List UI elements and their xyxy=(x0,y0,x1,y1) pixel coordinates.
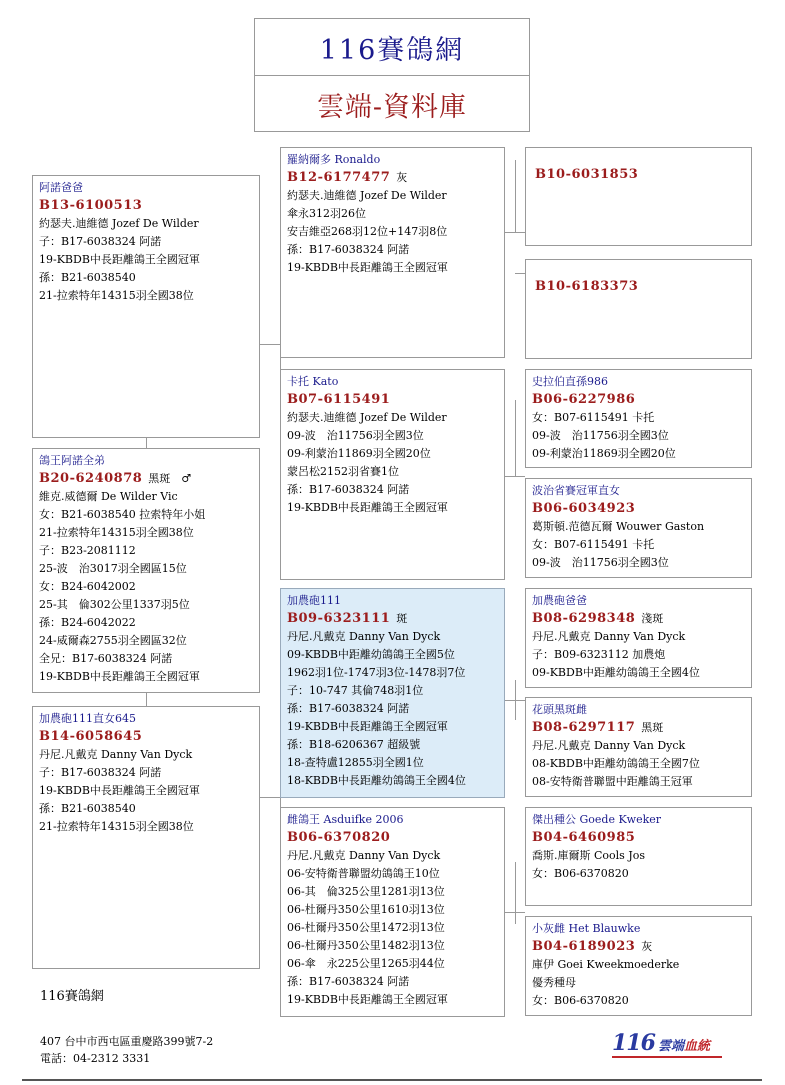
detail-line: 09-波 治11756羽全國3位 xyxy=(532,556,669,569)
connector xyxy=(260,344,280,345)
detail-line: 19-KBDB中長距離鴿王全國冠軍 xyxy=(287,720,448,733)
pedigree-card-grandsire-ronaldo[interactable] xyxy=(280,147,505,358)
ring-number: B06-6034923 xyxy=(532,501,636,516)
detail-line: 孫：B17-6038324 阿諾 xyxy=(287,702,410,715)
ring-number: B04-6460985 xyxy=(532,830,636,845)
detail-line: 安吉維亞268羽12位+147羽8位 xyxy=(287,225,448,238)
detail-line: 葛斯頓.范德瓦爾 Wouwer Gaston xyxy=(532,520,705,533)
connector xyxy=(505,232,525,233)
detail-line: 傘永312羽26位 xyxy=(287,207,366,220)
logo-underline xyxy=(612,1056,722,1058)
detail-line: 09-波 治11756羽全國3位 xyxy=(287,429,424,442)
pedigree-card-r7[interactable] xyxy=(525,807,752,906)
pedigree-card-granddam-kato[interactable] xyxy=(280,369,505,580)
detail-line: 約瑟夫.迪維德 Jozef De Wilder xyxy=(287,189,447,202)
detail-line: 09-KBDB中距離幼鴿鴿王全國5位 xyxy=(287,648,455,661)
pedigree-card-r5[interactable] xyxy=(525,588,752,688)
detail-line: 約瑟夫.迪維德 Jozef De Wilder xyxy=(39,217,199,230)
detail-line: 女：B21-6038540 拉索特年小姐 xyxy=(39,508,206,521)
connector xyxy=(515,160,516,232)
ring-number: B20-6240878 黑斑 ♂ xyxy=(39,471,192,486)
pigeon-name: 小灰雌 Het Blauwke xyxy=(532,922,641,935)
pigeon-color: 黑斑 xyxy=(641,721,664,734)
footer-site-name: 116賽鴿網 xyxy=(40,989,104,1004)
pedigree-card-r8[interactable] xyxy=(525,916,752,1016)
pedigree-card-dam[interactable] xyxy=(32,706,260,969)
detail-line: 女：B06-6370820 xyxy=(532,994,629,1007)
footer-address: 407 台中市西屯區重慶路399號7-2 xyxy=(40,1035,214,1048)
detail-line: 丹尼.凡戴克 Danny Van Dyck xyxy=(532,630,686,643)
detail-line: 子：B09-6323112 加農炮 xyxy=(532,648,666,661)
pigeon-name: 史拉伯直孫986 xyxy=(532,375,608,388)
ring-number: B12-6177477 灰 xyxy=(287,170,408,185)
detail-line: 子：B23-2081112 xyxy=(39,544,136,557)
detail-line: 丹尼.凡戴克 Danny Van Dyck xyxy=(287,630,441,643)
logo-text-b: 血統 xyxy=(683,1039,710,1054)
cloud-pedigree-logo xyxy=(612,1030,742,1058)
pigeon-name: 波治省賽冠軍直女 xyxy=(532,484,620,497)
detail-line: 丹尼.凡戴克 Danny Van Dyck xyxy=(287,849,441,862)
detail-line: 蒙呂松2152羽省賽1位 xyxy=(287,465,399,478)
detail-line: 06-杜爾丹350公里1472羽13位 xyxy=(287,921,445,934)
title-box xyxy=(254,18,530,132)
detail-line: 06-安特衛普聯盟幼鴿鴿王10位 xyxy=(287,867,440,880)
detail-line: 優秀種母 xyxy=(532,976,576,989)
pigeon-name: 卡托 Kato xyxy=(287,375,339,388)
detail-line: 丹尼.凡戴克 Danny Van Dyck xyxy=(39,748,193,761)
pigeon-name: 花頭黑斑雌 xyxy=(532,703,587,716)
pedigree-card-r3[interactable] xyxy=(525,369,752,468)
detail-line: 06-杜爾丹350公里1482羽13位 xyxy=(287,939,445,952)
detail-line: 06-其 倫325公里1281羽13位 xyxy=(287,885,445,898)
detail-line: 女：B07-6115491 卡托 xyxy=(532,538,655,551)
connector xyxy=(260,797,280,798)
pigeon-color: 黑斑 ♂ xyxy=(148,472,192,485)
detail-line: 孫：B21-6038540 xyxy=(39,802,136,815)
detail-line: 09-KBDB中距離幼鴿鴿王全國4位 xyxy=(532,666,700,679)
ring-number: B13-6100513 xyxy=(39,198,143,213)
detail-line: 19-KBDB中長距離鴿王全國冠軍 xyxy=(39,670,200,683)
detail-line: 女：B06-6370820 xyxy=(532,867,629,880)
ring-number: B08-6297117 黑斑 xyxy=(532,720,664,735)
connector xyxy=(505,476,525,477)
detail-line: 06-杜爾丹350公里1610羽13位 xyxy=(287,903,445,916)
detail-line: 06-傘 永225公里1265羽44位 xyxy=(287,957,445,970)
detail-line: 08-安特衛普聯盟中距離鴿王冠軍 xyxy=(532,775,693,788)
detail-line: 19-KBDB中長距離鴿王全國冠軍 xyxy=(287,261,448,274)
detail-line: 09-利蒙治11869羽全國20位 xyxy=(287,447,431,460)
detail-line: 21-拉索特年14315羽全國38位 xyxy=(39,820,194,833)
pedigree-card-r4[interactable] xyxy=(525,478,752,578)
pedigree-card-full-brother[interactable] xyxy=(32,448,260,693)
footer-phone: 電話：04-2312 3331 xyxy=(40,1052,151,1065)
pigeon-name: 傑出種公 Goede Kweker xyxy=(532,813,662,826)
detail-line: 19-KBDB中長距離鴿王全國冠軍 xyxy=(287,501,448,514)
detail-line: 孫：B17-6038324 阿諾 xyxy=(287,975,410,988)
pigeon-name: 阿諾爸爸 xyxy=(39,181,83,194)
detail-line: 25-波 治3017羽全國區15位 xyxy=(39,562,187,575)
ring-number: B04-6189023 灰 xyxy=(532,939,653,954)
logo-number: 116 xyxy=(612,1030,655,1056)
detail-line: 09-波 治11756羽全國3位 xyxy=(532,429,669,442)
connector xyxy=(515,862,516,924)
detail-line: 庫伊 Goei Kweekmoederke xyxy=(532,958,680,971)
detail-line: 19-KBDB中長距離鴿王全國冠軍 xyxy=(39,253,200,266)
detail-line: 子：B17-6038324 阿諾 xyxy=(39,766,162,779)
site-title: 116賽鴿網 xyxy=(255,19,529,76)
ring-number: B06-6370820 xyxy=(287,830,391,845)
pedigree-card-r2[interactable] xyxy=(525,259,752,359)
ring-number: B10-6031853 xyxy=(535,167,639,182)
detail-line: 08-KBDB中距離幼鴿鴿王全國7位 xyxy=(532,757,700,770)
pigeon-name: 加農砲111 xyxy=(287,594,341,607)
detail-line: 全兄：B17-6038324 阿諾 xyxy=(39,652,173,665)
pedigree-card-subject[interactable] xyxy=(280,588,505,798)
detail-line: 子：10-747 其倫748羽1位 xyxy=(287,684,424,697)
database-subtitle: 雲端-資料庫 xyxy=(316,92,468,123)
logo-text-a: 雲端 xyxy=(657,1039,684,1054)
connector xyxy=(515,400,516,476)
pigeon-color: 灰 xyxy=(641,940,653,953)
ring-number: B09-6323111 斑 xyxy=(287,611,408,626)
detail-line: 18-查特盧12855羽全國1位 xyxy=(287,756,424,769)
pigeon-name: 雌鴿王 Asduifke 2006 xyxy=(287,813,404,826)
pigeon-color: 灰 xyxy=(396,171,408,184)
pigeon-name: 羅納爾多 Ronaldo xyxy=(287,153,381,166)
pigeon-name: 加農砲爸爸 xyxy=(532,594,587,607)
detail-line: 21-拉索特年14315羽全國38位 xyxy=(39,526,194,539)
ring-number: B07-6115491 xyxy=(287,392,391,407)
pedigree-card-r6[interactable] xyxy=(525,697,752,797)
detail-line: 維克.威德爾 De Wilder Vic xyxy=(39,490,178,503)
connector xyxy=(146,693,147,706)
pigeon-name: 鴿王阿諾全弟 xyxy=(39,454,105,467)
pedigree-card-r1[interactable] xyxy=(525,147,752,246)
pedigree-card-sire[interactable] xyxy=(32,175,260,438)
detail-line: 24-威爾森2755羽全國區32位 xyxy=(39,634,187,647)
pigeon-color: 斑 xyxy=(396,612,408,625)
detail-line: 約瑟夫.迪維德 Jozef De Wilder xyxy=(287,411,447,424)
detail-line: 19-KBDB中長距離鴿王全國冠軍 xyxy=(287,993,448,1006)
detail-line: 女：B07-6115491 卡托 xyxy=(532,411,655,424)
detail-line: 孫：B24-6042022 xyxy=(39,616,136,629)
detail-line: 孫：B18-6206367 超級號 xyxy=(287,738,421,751)
detail-line: 18-KBDB中長距離幼鴿鴿王全國4位 xyxy=(287,774,466,787)
connector xyxy=(515,680,516,720)
pigeon-color: 淺斑 xyxy=(641,612,664,625)
ring-number: B10-6183373 xyxy=(535,279,639,294)
ring-number: B14-6058645 xyxy=(39,729,143,744)
connector xyxy=(146,437,147,448)
detail-line: 子：B17-6038324 阿諾 xyxy=(39,235,162,248)
detail-line: 09-利蒙治11869羽全國20位 xyxy=(532,447,676,460)
detail-line: 喬斯.庫爾斯 Cools Jos xyxy=(532,849,645,862)
detail-line: 丹尼.凡戴克 Danny Van Dyck xyxy=(532,739,686,752)
connector xyxy=(515,273,525,274)
ring-number: B08-6298348 淺斑 xyxy=(532,611,664,626)
detail-line: 孫：B17-6038324 阿諾 xyxy=(287,483,410,496)
detail-line: 孫：B21-6038540 xyxy=(39,271,136,284)
bottom-divider xyxy=(22,1079,762,1081)
footer-contact xyxy=(40,1033,213,1067)
detail-line: 1962羽1位-1747羽3位-1478羽7位 xyxy=(287,666,466,679)
detail-line: 25-其 倫302公里1337羽5位 xyxy=(39,598,190,611)
pedigree-card-asduifke[interactable] xyxy=(280,807,505,1017)
detail-line: 女：B24-6042002 xyxy=(39,580,136,593)
detail-line: 19-KBDB中長距離鴿王全國冠軍 xyxy=(39,784,200,797)
ring-number: B06-6227986 xyxy=(532,392,636,407)
pigeon-name: 加農砲111直女645 xyxy=(39,712,136,725)
detail-line: 孫：B17-6038324 阿諾 xyxy=(287,243,410,256)
detail-line: 21-拉索特年14315羽全國38位 xyxy=(39,289,194,302)
